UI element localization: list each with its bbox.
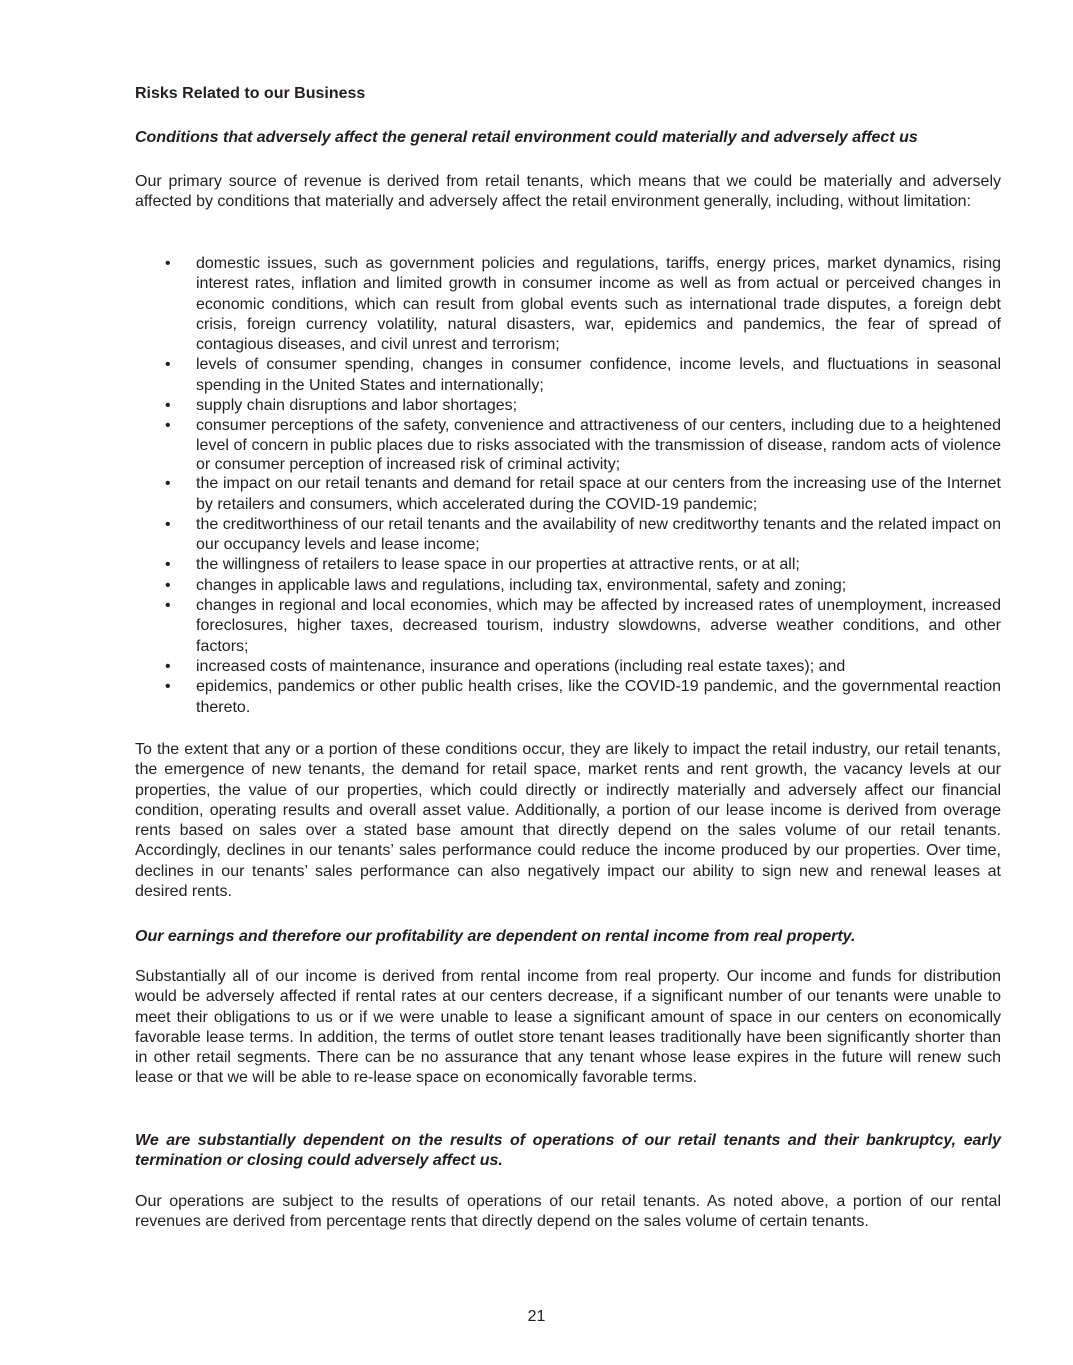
list-item-text: the creditworthiness of our retail tenants and the availability of new creditworthy tenants and the related impact on our occupancy levels and lease income;: [196, 515, 1001, 554]
bullet-icon: •: [165, 397, 171, 415]
bullet-icon: •: [165, 597, 171, 615]
bullet-icon: •: [165, 556, 171, 574]
bullet-icon: •: [165, 515, 171, 533]
page-number: 21: [527, 1308, 546, 1325]
list-item: [135, 474, 1001, 515]
risk-factors-list: [135, 254, 1001, 718]
list-item-text: levels of consumer spending, changes in consumer confidence, income levels, and fluctuations in seasonal spending in the United States and internationally;: [196, 356, 1001, 394]
list-item: [135, 254, 1001, 355]
risk-heading-retail-environment: Conditions that adversely affect the general retail environment could materially and adversely affect us: [135, 129, 918, 146]
list-item: [135, 657, 1001, 677]
bullet-icon: •: [165, 475, 171, 493]
list-item-text: epidemics, pandemics or other public health crises, like the COVID-19 pandemic, and the governmental reaction thereto.: [196, 678, 1001, 716]
list-item: [135, 555, 1001, 575]
risk-heading-tenant-dependence: We are substantially dependent on the results of operations of our retail tenants and their bankruptcy, early termination or closing could adversely affect us.: [135, 1132, 1001, 1170]
bullet-icon: •: [165, 576, 171, 594]
list-item-text: changes in regional and local economies, which may be affected by increased rates of unemployment, increased foreclosures, higher taxes, decreased tourism, industry slowdowns, adverse weather conditions, and other factors;: [196, 597, 1001, 655]
list-item: [135, 396, 1001, 416]
bullet-icon: •: [165, 657, 171, 675]
list-item-text: increased costs of maintenance, insurance and operations (including real estate taxes); and: [196, 657, 846, 675]
list-item-text: supply chain disruptions and labor shortages;: [196, 397, 518, 415]
list-item: [135, 677, 1001, 718]
bullet-icon: •: [165, 255, 171, 272]
list-item-text: the impact on our retail tenants and demand for retail space at our centers from the increasing use of the Internet by retailers and consumers, which accelerated during the COVID-19 pandemic;: [196, 475, 1001, 513]
risk-conclusion-paragraph: To the extent that any or a portion of these conditions occur, they are likely to impact the retail industry, our retail tenants, the emergence of new tenants, the demand for retail space, market rents and rent growth, the vacancy levels at our properties, the value of our properties, which could directly or indirectly materially and adversely affect our financial condition, operating results and overall asset value. Additionally, a portion of our lease income is derived from overage rents based on sales over a stated base amount that directly depend on the sales volume of our retail tenants. Accordingly, declines in our tenants’ sales performance could reduce the income produced by our properties. Over time, declines in our tenants’ sales performance can also negatively impact our ability to sign new and renewal leases at desired rents.: [135, 741, 1001, 901]
list-item: [135, 515, 1001, 556]
section-title: Risks Related to our Business: [135, 85, 366, 102]
list-item: [135, 416, 1001, 474]
tenant-dependence-paragraph: Our operations are subject to the results of operations of our retail tenants. As noted above, a portion of our rental revenues are derived from percentage rents that directly depend on the sales volume of certain tenants.: [135, 1193, 1001, 1231]
list-item-text: domestic issues, such as government policies and regulations, tariffs, energy prices, market dynamics, rising interest rates, inflation and limited growth in consumer income as well as from actual or perceived changes in economic conditions, which can result from global events such as international trade disputes, a foreign debt crisis, foreign currency volatility, natural disasters, war, epidemics and pandemics, the fear of spread of contagious diseases, and civil unrest and terrorism;: [196, 255, 1001, 354]
list-item-text: changes in applicable laws and regulations, including tax, environmental, safety and zoning;: [196, 576, 847, 594]
list-item-text: consumer perceptions of the safety, convenience and attractiveness of our centers, including due to a heightened level of concern in public places due to risks associated with the transmission of disease, random acts of violence or consumer perception of increased risk of criminal activity;: [196, 417, 1001, 473]
bullet-icon: •: [165, 678, 171, 696]
bullet-icon: •: [165, 356, 171, 374]
list-item: [135, 576, 1001, 596]
bullet-icon: •: [165, 417, 171, 435]
list-item: [135, 355, 1001, 396]
risk-heading-rental-income: Our earnings and therefore our profitability are dependent on rental income from real property.: [135, 928, 856, 945]
rental-income-paragraph: Substantially all of our income is derived from rental income from real property. Our income and funds for distribution would be adversely affected if rental rates at our centers decrease, if a significant number of our tenants were unable to meet their obligations to us or if we were unable to lease a significant amount of space in our centers on economically favorable lease terms. In addition, the terms of outlet store tenant leases traditionally have been significantly shorter than in other retail segments. There can be no assurance that any tenant whose lease expires in the future will renew such lease or that we will be able to re-lease space on economically favorable terms.: [135, 968, 1001, 1087]
list-item-text: the willingness of retailers to lease space in our properties at attractive rents, or at all;: [196, 556, 800, 574]
list-item: [135, 596, 1001, 657]
risk-intro-paragraph: Our primary source of revenue is derived from retail tenants, which means that we could be materially and adversely affected by conditions that materially and adversely affect the retail environment generally, including, without limitation:: [135, 173, 1001, 211]
